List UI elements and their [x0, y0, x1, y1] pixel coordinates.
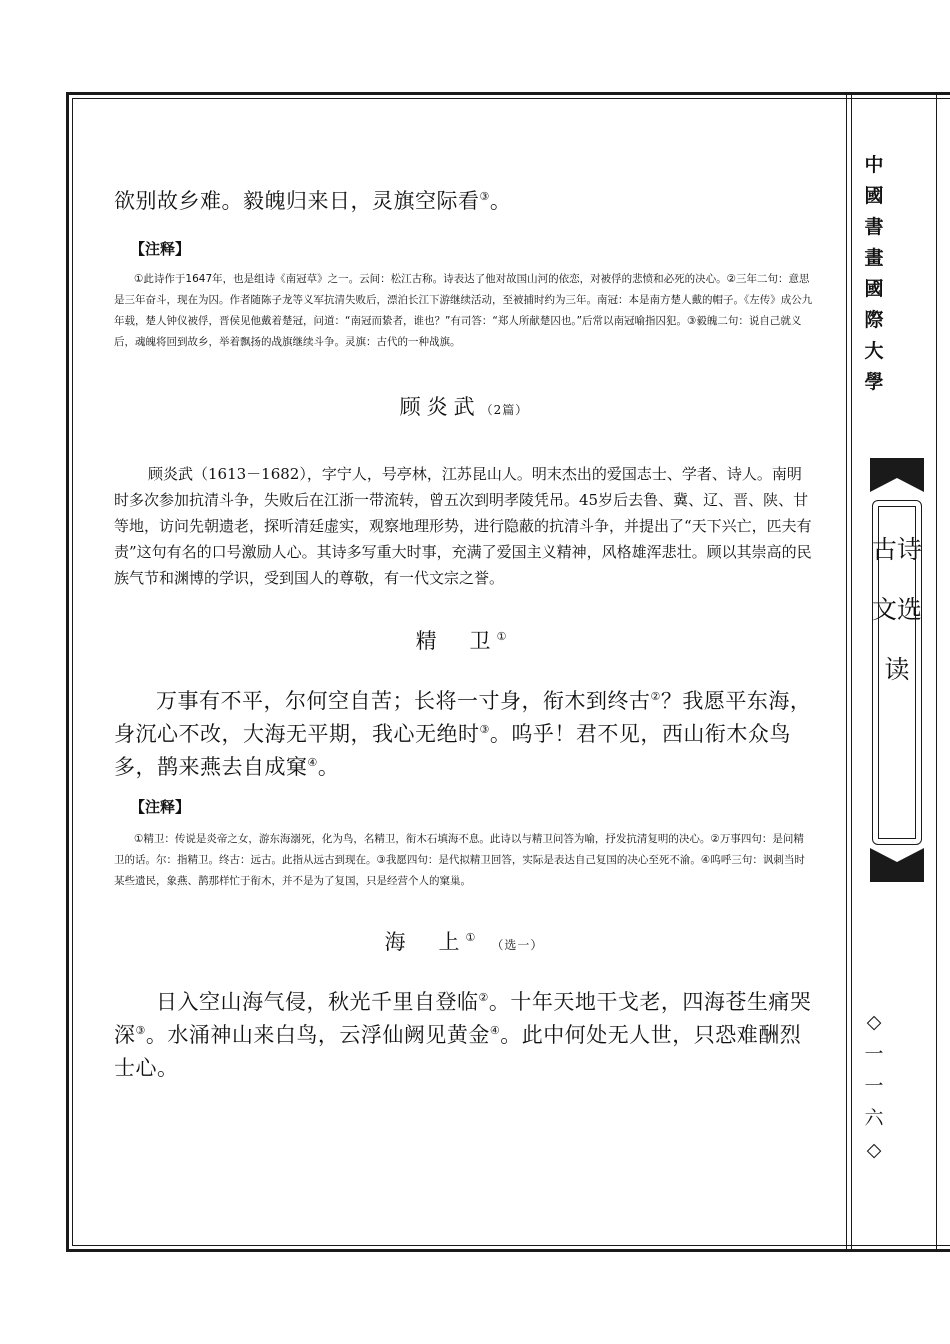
poem2-title-ref: ①: [496, 630, 513, 643]
notes1-text: ①此诗作于1647年，也是组诗《南冠草》之一。云间：松江古称。诗表达了他对故国山河的依恋，对被俘的悲愤和必死的决心。②三年二句：意思是三年奋斗，现在为囚。作者随陈子龙等义军抗清失败后，漂泊长江下游继续活动，至被捕时约为三年。南冠：本是南方楚人戴的帽子。《左传》成公九年载，楚人钟仪被俘，晋侯见他戴着楚冠，问道：“南冠而絷者，谁也？”有司答：“郑人所献楚囚也。”后常以南冠喻指囚犯。③毅魄二句：说自己就义后，魂魄将回到故乡，举着飘扬的战旗继续斗争。灵旗：古代的一种战旗。: [114, 273, 813, 348]
sidebar-divider-left: [846, 95, 847, 1249]
top-poem-verse: 欲别故乡难。毅魄归来日，灵旗空际看③。: [114, 189, 512, 213]
sidebar-band-top-arrow: [870, 470, 924, 492]
main-content: [114, 185, 814, 1085]
poem3-verse: 日入空山海气侵，秋光千里自登临②。十年天地干戈老，四海苍生痛哭深③。水涌神山来白鸟，云浮仙阙见黄金④。此中何处无人世，只恐难酬烈士心。: [114, 990, 812, 1080]
sidebar-divider-inner: [851, 95, 852, 1249]
poem3-title: 海 上①（选一）: [384, 930, 544, 954]
notes2-text: ①精卫：传说是炎帝之女，游东海溺死，化为鸟，名精卫，衔木石填海不息。此诗以与精卫问答为喻，抒发抗清复明的决心。②万事四句：是问精卫的话。尔：指精卫。终古：远古。此指从远古到现在。③我愿四句：是代拟精卫回答，实际是表达自己复国的决心至死不渝。④呜呼三句：讽刺当时某些遗民，象燕、鹊那样忙于衔木，并不是为了复国，只是经营个人的窠巢。: [114, 833, 805, 887]
sidebar-page-number: ◇一一六◇: [864, 1011, 884, 1161]
poem3-subtitle: （选一）: [491, 938, 544, 952]
author-count: （2篇）: [480, 403, 529, 417]
sidebar-book-title: 古诗文选读: [872, 535, 923, 684]
sidebar-band-bottom-arrow: [870, 848, 924, 870]
poem3-title-ref: ①: [465, 931, 482, 944]
sidebar-band-bottom: [870, 870, 924, 882]
notes2-heading: 【注释】: [130, 798, 191, 816]
sidebar-divider-right: [936, 95, 937, 1249]
note-ref: ③: [479, 190, 490, 203]
poem2-title: 精 卫①: [415, 629, 513, 653]
poem2-verse: 万事有不平，尔何空自苦；长将一寸身，衔木到终古②？我愿平东海，身沉心不改，大海无平期，我心无绝时③。呜乎！君不见，西山衔木众鸟多，鹊来燕去自成窠④。: [114, 689, 812, 779]
notes1-heading: 【注释】: [130, 240, 191, 258]
author-heading: [114, 391, 814, 421]
author-bio: 顾炎武（1613－1682），字宁人，号亭林，江苏昆山人。明末杰出的爱国志士、学者、诗人。南明时多次参加抗清斗争，失败后在江浙一带流转，曾五次到明孝陵凭吊。45岁后去鲁、冀、辽、晋、陕、甘等地，访问先朝遗老，探听清廷虚实，观察地理形势，进行隐蔽的抗清斗争，并提出了“天下兴亡，匹夫有责”这句有名的口号激励人心。其诗多写重大时事，充满了爱国主义精神，风格雄浑悲壮。顾以其崇高的民族气节和渊博的学识，受到国人的尊敬，有一代文宗之誉。: [114, 465, 812, 587]
sidebar-band-top: [870, 458, 924, 470]
sidebar-university-name: 中國書畫國際大學: [864, 154, 884, 393]
author-name: 顾炎武: [399, 395, 481, 419]
